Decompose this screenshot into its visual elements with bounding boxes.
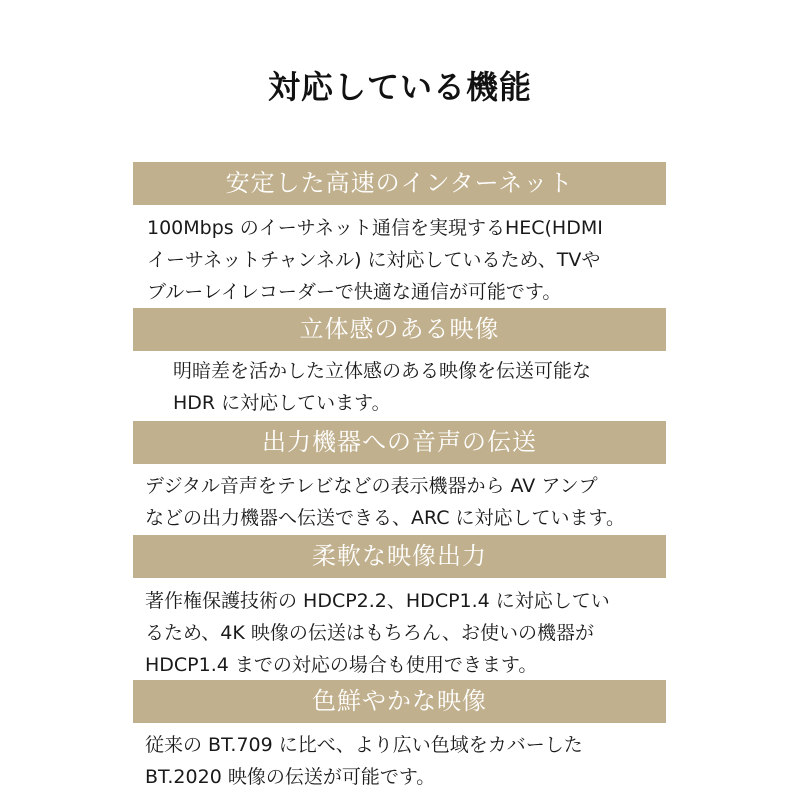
section-heading-hdr: 立体感のある映像 xyxy=(133,308,666,351)
section-heading-bt2020: 色鮮やかな映像 xyxy=(133,680,666,723)
section-heading-internet: 安定した高速のインターネット xyxy=(133,162,666,205)
page-title: 対応している機能 xyxy=(267,68,532,106)
section-heading-hdcp: 柔軟な映像出力 xyxy=(133,535,666,578)
description-line: 100Mbps のイーサネット通信を実現するHEC(HDMI xyxy=(147,217,603,239)
description-line: HDCP1.4 までの対応の場合も使用できます。 xyxy=(145,654,538,676)
section-description-internet xyxy=(147,212,603,308)
description-line: BT.2020 映像の伝送が可能です。 xyxy=(145,766,436,788)
section-heading-arc: 出力機器への音声の伝送 xyxy=(133,421,666,464)
description-line: 明暗差を活かした立体感のある映像を伝送可能な xyxy=(173,360,592,382)
section-description-hdcp xyxy=(145,585,610,681)
description-line: などの出力機器へ伝送できる、ARC に対応しています。 xyxy=(145,507,626,529)
description-line: ブルーレイレコーダーで快適な通信が可能です。 xyxy=(147,281,562,303)
description-line: イーサネットチャンネル) に対応しているため、TVや xyxy=(147,249,601,271)
description-line: HDR に対応しています。 xyxy=(173,392,391,414)
description-line: るため、4K 映像の伝送はもちろん、お使いの機器が xyxy=(145,622,594,644)
section-description-bt2020 xyxy=(145,729,583,793)
description-line: デジタル音声をテレビなどの表示機器から AV アンプ xyxy=(145,475,598,497)
description-line: 従来の BT.709 に比べ、より広い色域をカバーした xyxy=(145,734,583,756)
description-line: 著作権保護技術の HDCP2.2、HDCP1.4 に対応してい xyxy=(145,590,610,612)
section-description-hdr xyxy=(173,355,591,419)
section-description-arc xyxy=(145,470,625,534)
